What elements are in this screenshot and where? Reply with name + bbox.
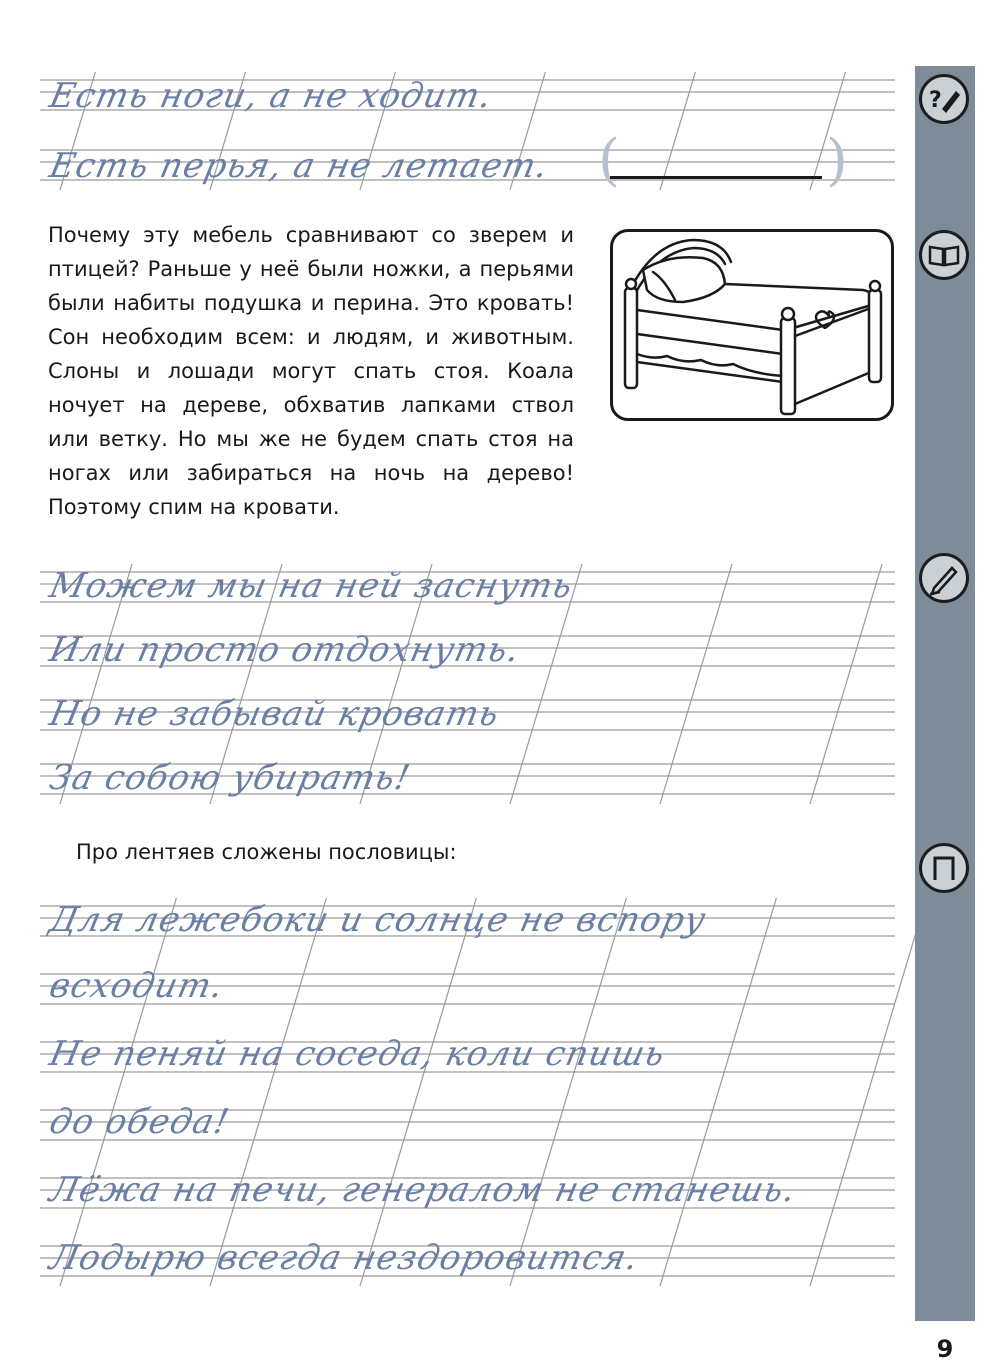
pencil-icon (919, 553, 969, 603)
proverb-line-3: Не пеняй на соседа, коли спишь (46, 1034, 669, 1074)
slant-line (510, 898, 626, 1286)
bed-illustration (613, 232, 891, 418)
slant-line (60, 898, 176, 1286)
answer-open-paren: ( (598, 128, 620, 193)
riddle-line-2: Есть перья, а не летает. (46, 146, 553, 186)
proverbs-heading: Про лентяев сложены пословицы: (76, 840, 457, 864)
poem-line-2: Или просто отдохнуть. (46, 630, 524, 670)
proverb-line-6: Лодырю всегда нездоровится. (46, 1238, 643, 1278)
proverb-line-2: всходит. (46, 966, 228, 1006)
slant-line (810, 564, 882, 804)
answer-close-paren: ) (826, 128, 848, 193)
proverb-line-5: Лёжа на печи, генералом не станешь. (46, 1170, 800, 1210)
book-icon (919, 230, 969, 280)
bed-picture-frame (610, 229, 894, 421)
proverb-line-1: Для лежебоки и солнце не вспору (46, 900, 710, 940)
page-number: 9 (936, 1335, 954, 1363)
poem-line-1: Можем мы на ней заснуть (46, 566, 577, 606)
slant-line (660, 72, 695, 190)
svg-text:?: ? (929, 88, 942, 113)
answer-blank[interactable] (610, 176, 822, 179)
letter-p-icon (919, 843, 969, 893)
poem-line-3: Но не забывай кровать (46, 694, 504, 734)
slant-line (660, 564, 732, 804)
question-pencil-icon (919, 74, 969, 124)
slant-line (210, 898, 326, 1286)
proverb-line-4: до обеда! (46, 1102, 234, 1142)
poem-line-4: За собою убирать! (46, 758, 415, 798)
riddle-line-1: Есть ноги, а не ходит. (46, 76, 497, 116)
slant-line (360, 898, 476, 1286)
slant-line (810, 898, 926, 1286)
slant-line (660, 898, 776, 1286)
bed-paragraph: Почему эту мебель сравнивают со зверем и птицей? Раньше у неё были ножки, а перьями были набиты подушка и перина. Это кровать! Сон необходим всем: и людям, и животным. Слоны и лошади могут спать стоя. Коала ночует на дереве, обхватив лапками ствол или ветку. Но мы же не будем спать стоя на ногах или забираться на ночь на дерево! Поэтому спим на кровати. (48, 223, 574, 519)
